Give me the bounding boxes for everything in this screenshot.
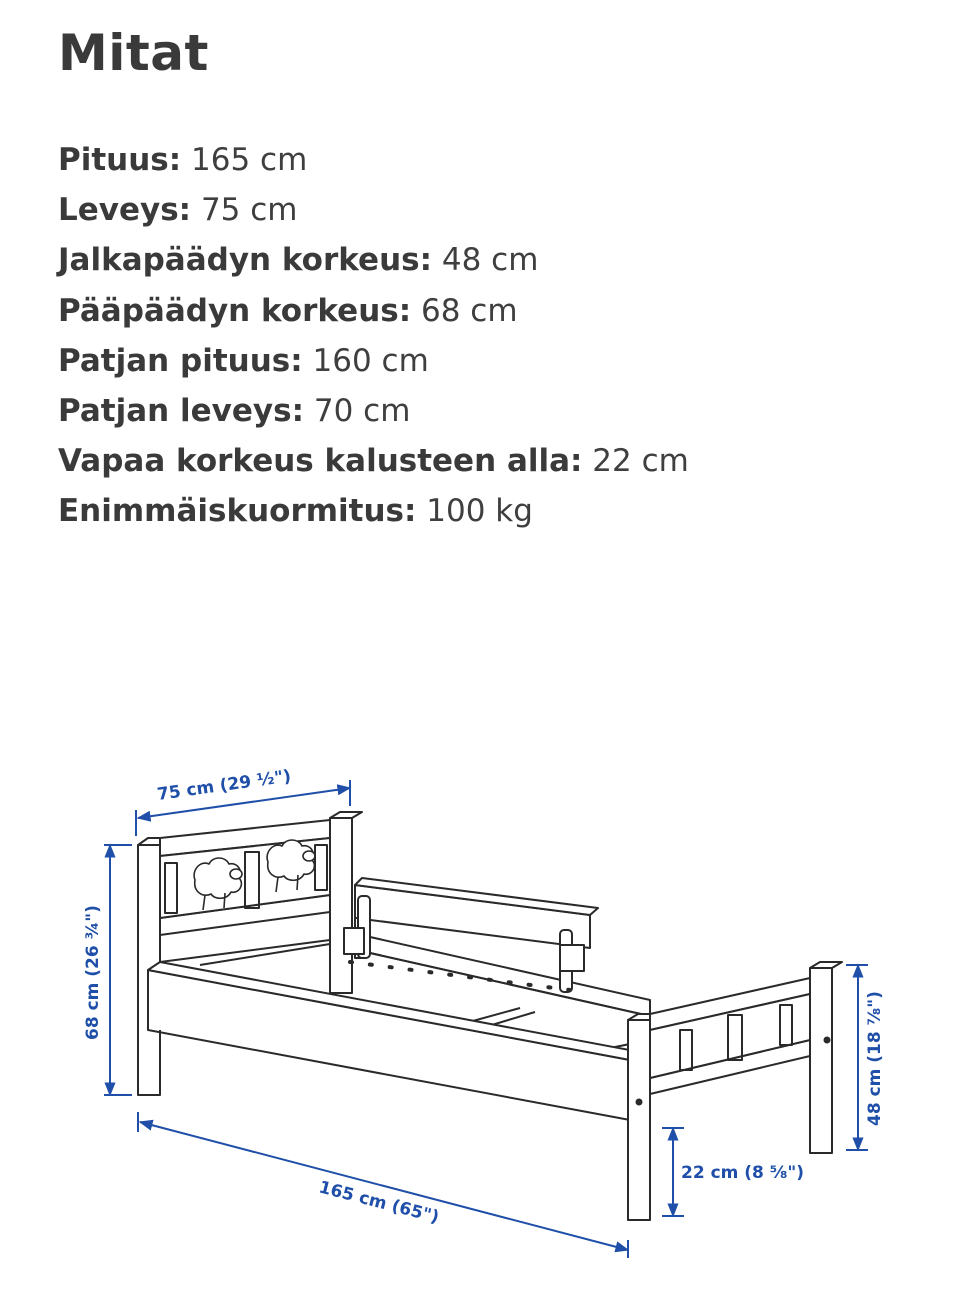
spec-value: 22 cm xyxy=(592,443,689,480)
spec-width xyxy=(58,185,689,235)
headboard-height-dimension-label: 68 cm (26 ¾") xyxy=(83,905,103,1040)
spec-value: 48 cm xyxy=(441,242,539,279)
spec-value: 75 cm xyxy=(200,192,298,229)
spec-label: Jalkapäädyn korkeus: xyxy=(58,242,432,279)
spec-value: 70 cm xyxy=(313,392,411,429)
spec-label: Patjan leveys: xyxy=(58,392,304,429)
bed-dimension-diagram xyxy=(70,760,890,1260)
clearance-dimension-label: 22 cm (8 ⅝") xyxy=(681,1163,805,1183)
spec-value: 100 kg xyxy=(426,493,533,530)
spec-mattress-width xyxy=(58,386,689,436)
spec-label: Enimmäiskuormitus: xyxy=(58,493,417,530)
spec-value: 165 cm xyxy=(191,142,308,178)
dimensions-list xyxy=(58,135,689,537)
spec-value: 160 cm xyxy=(312,342,429,379)
length-dimension-label: 165 cm (65") xyxy=(316,1177,442,1228)
footboard-height-dimension-label: 48 cm (18 ⅞") xyxy=(865,991,885,1126)
spec-label: Pituus: xyxy=(58,142,182,178)
spec-label: Vapaa korkeus kalusteen alla: xyxy=(58,443,583,480)
spec-value: 68 cm xyxy=(420,292,518,329)
page-title: Mitat xyxy=(58,24,209,82)
spec-max-load xyxy=(58,486,689,536)
spec-label: Leveys: xyxy=(58,192,192,229)
spec-footboard-height xyxy=(58,235,689,285)
spec-headboard-height xyxy=(58,286,689,336)
spec-mattress-length xyxy=(58,336,689,386)
spec-label: Pääpäädyn korkeus: xyxy=(58,292,412,329)
spec-clearance xyxy=(58,436,689,486)
spec-label: Patjan pituus: xyxy=(58,342,303,379)
bed-illustration xyxy=(138,812,842,1220)
width-dimension-label: 75 cm (29 ½") xyxy=(155,766,293,805)
spec-length xyxy=(58,135,689,185)
